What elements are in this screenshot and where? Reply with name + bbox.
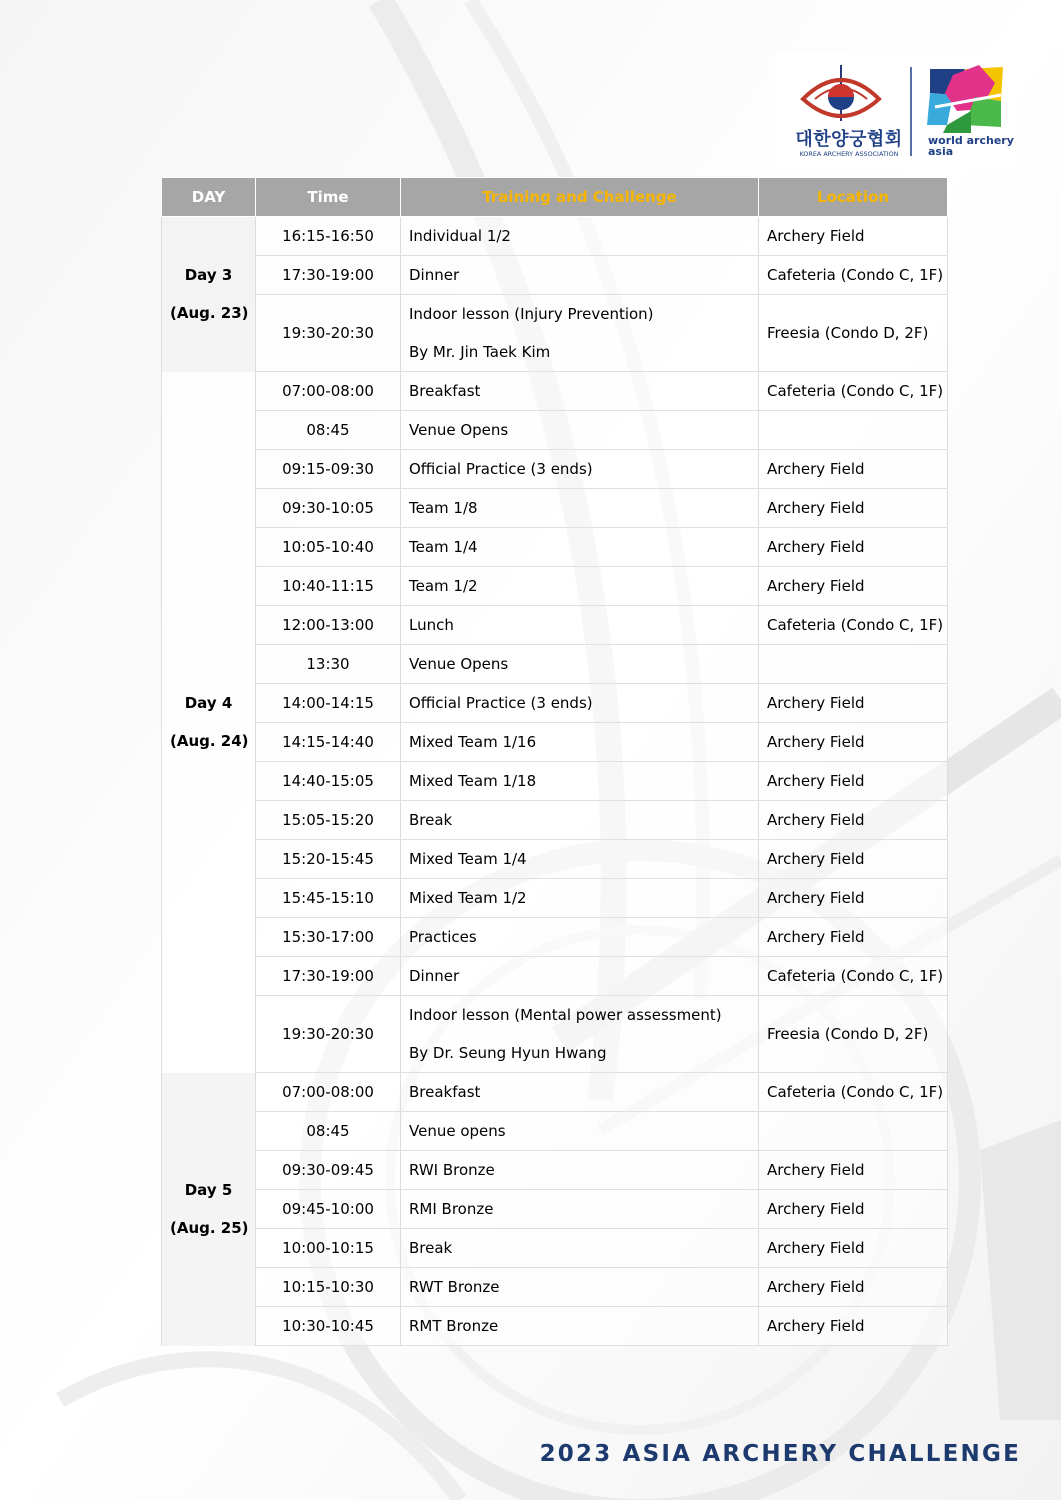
time-cell: 09:45-10:00 bbox=[256, 1190, 401, 1229]
activity-cell: Lunch bbox=[401, 606, 759, 645]
day-group bbox=[162, 217, 948, 372]
table-row bbox=[162, 1229, 948, 1268]
activity-cell: Individual 1/2 bbox=[401, 217, 759, 256]
day-cell bbox=[162, 372, 256, 1073]
time-cell: 09:15-09:30 bbox=[256, 450, 401, 489]
korea-archery-emblem-icon bbox=[803, 65, 879, 121]
location-cell: Freesia (Condo D, 2F) bbox=[759, 295, 948, 372]
table-row bbox=[162, 606, 948, 645]
time-cell: 16:15-16:50 bbox=[256, 217, 401, 256]
table-row bbox=[162, 1151, 948, 1190]
activity-cell: Venue Opens bbox=[401, 645, 759, 684]
time-cell: 12:00-13:00 bbox=[256, 606, 401, 645]
table-row bbox=[162, 684, 948, 723]
table-row bbox=[162, 996, 948, 1073]
activity-cell: Team 1/4 bbox=[401, 528, 759, 567]
korea-association-subtitle: KOREA ARCHERY ASSOCIATION bbox=[799, 150, 899, 158]
table-row bbox=[162, 879, 948, 918]
table-row bbox=[162, 372, 948, 411]
location-cell: Cafeteria (Condo C, 1F) bbox=[759, 1073, 948, 1112]
day-label: Day 5 bbox=[184, 1181, 233, 1199]
location-cell: Archery Field bbox=[759, 489, 948, 528]
time-cell: 10:30-10:45 bbox=[256, 1307, 401, 1346]
activity-lecturer: By Mr. Jin Taek Kim bbox=[409, 343, 551, 361]
world-archery-name-line2: asia bbox=[928, 145, 954, 158]
location-cell: Archery Field bbox=[759, 1268, 948, 1307]
table-row bbox=[162, 918, 948, 957]
time-cell: 14:40-15:05 bbox=[256, 762, 401, 801]
header-activity: Training and Challenge bbox=[401, 178, 759, 217]
location-cell: Cafeteria (Condo C, 1F) bbox=[759, 957, 948, 996]
time-cell: 08:45 bbox=[256, 411, 401, 450]
header-day: DAY bbox=[162, 178, 256, 217]
activity-cell: RWT Bronze bbox=[401, 1268, 759, 1307]
activity-cell: Venue opens bbox=[401, 1112, 759, 1151]
table-row bbox=[162, 762, 948, 801]
time-cell: 07:00-08:00 bbox=[256, 372, 401, 411]
table-row bbox=[162, 801, 948, 840]
schedule-header bbox=[162, 178, 948, 217]
activity-cell: Mixed Team 1/4 bbox=[401, 840, 759, 879]
day-date: (Aug. 25) bbox=[170, 1219, 249, 1237]
table-row bbox=[162, 489, 948, 528]
activity-cell: Breakfast bbox=[401, 372, 759, 411]
location-cell: Archery Field bbox=[759, 801, 948, 840]
location-cell: Archery Field bbox=[759, 723, 948, 762]
time-cell: 10:40-11:15 bbox=[256, 567, 401, 606]
day-date: (Aug. 24) bbox=[170, 732, 249, 750]
activity-cell bbox=[401, 996, 759, 1073]
header-location: Location bbox=[759, 178, 948, 217]
time-cell: 09:30-09:45 bbox=[256, 1151, 401, 1190]
activity-cell: Break bbox=[401, 1229, 759, 1268]
location-cell: Archery Field bbox=[759, 684, 948, 723]
time-cell: 15:45-15:10 bbox=[256, 879, 401, 918]
time-cell: 14:15-14:40 bbox=[256, 723, 401, 762]
table-row bbox=[162, 1268, 948, 1307]
activity-cell: Mixed Team 1/2 bbox=[401, 879, 759, 918]
activity-cell: Dinner bbox=[401, 957, 759, 996]
activity-cell: Team 1/2 bbox=[401, 567, 759, 606]
schedule-table bbox=[161, 177, 948, 1346]
time-cell: 15:20-15:45 bbox=[256, 840, 401, 879]
time-cell: 15:05-15:20 bbox=[256, 801, 401, 840]
time-cell: 19:30-20:30 bbox=[256, 295, 401, 372]
time-cell: 14:00-14:15 bbox=[256, 684, 401, 723]
location-cell: Archery Field bbox=[759, 1190, 948, 1229]
activity-cell bbox=[401, 295, 759, 372]
day-group bbox=[162, 372, 948, 1073]
location-cell: Cafeteria (Condo C, 1F) bbox=[759, 256, 948, 295]
footer-event-title: 2023 ASIA ARCHERY CHALLENGE bbox=[539, 1441, 1021, 1467]
table-row bbox=[162, 840, 948, 879]
time-cell: 08:45 bbox=[256, 1112, 401, 1151]
activity-cell: Mixed Team 1/16 bbox=[401, 723, 759, 762]
time-cell: 09:30-10:05 bbox=[256, 489, 401, 528]
location-cell: Archery Field bbox=[759, 450, 948, 489]
location-cell: Cafeteria (Condo C, 1F) bbox=[759, 606, 948, 645]
logo-box bbox=[775, 53, 1017, 170]
day-group bbox=[162, 1073, 948, 1346]
time-cell: 10:00-10:15 bbox=[256, 1229, 401, 1268]
time-cell: 17:30-19:00 bbox=[256, 256, 401, 295]
world-archery-asia-icon bbox=[927, 65, 1003, 133]
time-cell: 10:15-10:30 bbox=[256, 1268, 401, 1307]
day-label: Day 3 bbox=[184, 266, 233, 285]
day-cell bbox=[162, 1073, 256, 1346]
table-row bbox=[162, 723, 948, 762]
location-cell: Archery Field bbox=[759, 840, 948, 879]
activity-cell: RMI Bronze bbox=[401, 1190, 759, 1229]
header-row bbox=[162, 178, 948, 217]
location-cell bbox=[759, 1112, 948, 1151]
table-row bbox=[162, 450, 948, 489]
location-cell: Archery Field bbox=[759, 762, 948, 801]
activity-cell: Practices bbox=[401, 918, 759, 957]
location-cell: Archery Field bbox=[759, 528, 948, 567]
korea-association-name: 대한양궁협회 bbox=[795, 129, 903, 150]
activity-cell: Team 1/8 bbox=[401, 489, 759, 528]
table-row bbox=[162, 256, 948, 295]
activity-cell: Breakfast bbox=[401, 1073, 759, 1112]
activity-cell: Venue Opens bbox=[401, 411, 759, 450]
table-row bbox=[162, 645, 948, 684]
day-cell bbox=[162, 217, 256, 372]
time-cell: 13:30 bbox=[256, 645, 401, 684]
location-cell: Freesia (Condo D, 2F) bbox=[759, 996, 948, 1073]
world-archery-name-line1: world archery bbox=[928, 134, 1014, 147]
activity-cell: Break bbox=[401, 801, 759, 840]
table-row bbox=[162, 411, 948, 450]
location-cell: Archery Field bbox=[759, 879, 948, 918]
activity-cell: Dinner bbox=[401, 256, 759, 295]
table-row bbox=[162, 295, 948, 372]
time-cell: 10:05-10:40 bbox=[256, 528, 401, 567]
header-time: Time bbox=[256, 178, 401, 217]
table-row bbox=[162, 957, 948, 996]
location-cell: Cafeteria (Condo C, 1F) bbox=[759, 372, 948, 411]
activity-title: Indoor lesson (Injury Prevention) bbox=[409, 305, 654, 323]
location-cell: Archery Field bbox=[759, 918, 948, 957]
time-cell: 15:30-17:00 bbox=[256, 918, 401, 957]
activity-cell: RWI Bronze bbox=[401, 1151, 759, 1190]
activity-lecturer: By Dr. Seung Hyun Hwang bbox=[409, 1044, 607, 1062]
location-cell: Archery Field bbox=[759, 1229, 948, 1268]
activity-title: Indoor lesson (Mental power assessment) bbox=[409, 1006, 722, 1024]
table-row bbox=[162, 1073, 948, 1112]
location-cell bbox=[759, 411, 948, 450]
location-cell: Archery Field bbox=[759, 1307, 948, 1346]
world-archery-asia-name bbox=[928, 135, 1018, 157]
table-row bbox=[162, 217, 948, 256]
location-cell: Archery Field bbox=[759, 1151, 948, 1190]
table-row bbox=[162, 528, 948, 567]
time-cell: 07:00-08:00 bbox=[256, 1073, 401, 1112]
time-cell: 19:30-20:30 bbox=[256, 996, 401, 1073]
table-row bbox=[162, 567, 948, 606]
activity-cell: RMT Bronze bbox=[401, 1307, 759, 1346]
table-row bbox=[162, 1190, 948, 1229]
time-cell: 17:30-19:00 bbox=[256, 957, 401, 996]
table-row bbox=[162, 1112, 948, 1151]
activity-cell: Mixed Team 1/18 bbox=[401, 762, 759, 801]
location-cell: Archery Field bbox=[759, 217, 948, 256]
day-date: (Aug. 23) bbox=[170, 304, 249, 323]
activity-cell: Official Practice (3 ends) bbox=[401, 450, 759, 489]
location-cell: Archery Field bbox=[759, 567, 948, 606]
location-cell bbox=[759, 645, 948, 684]
day-label: Day 4 bbox=[184, 694, 233, 712]
activity-cell: Official Practice (3 ends) bbox=[401, 684, 759, 723]
table-row bbox=[162, 1307, 948, 1346]
